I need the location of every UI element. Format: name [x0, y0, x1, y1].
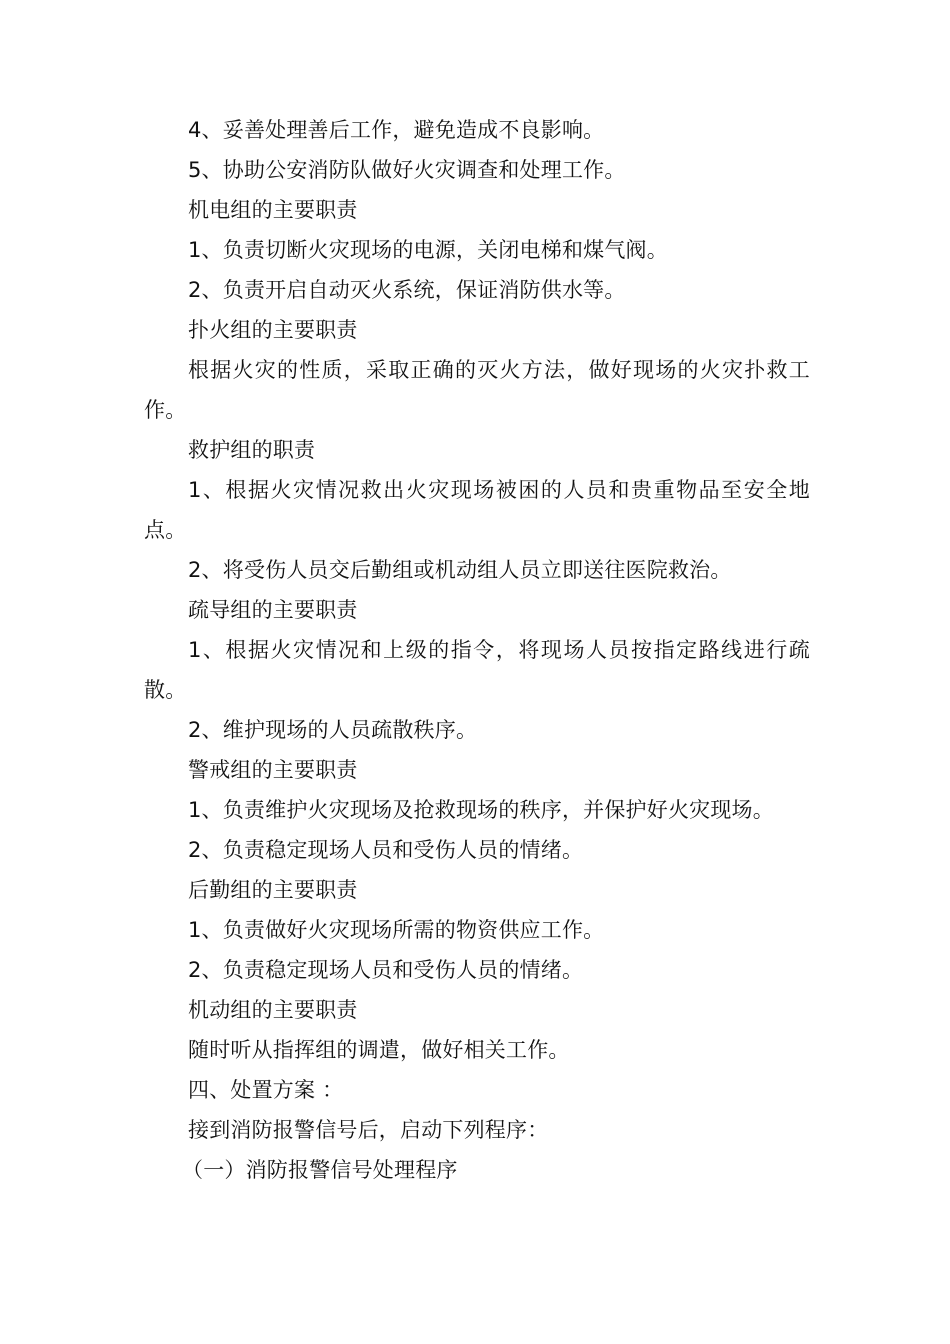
paragraph: 1、负责做好火灾现场所需的物资供应工作。 — [188, 918, 605, 942]
section-heading: 机电组的主要职责 — [188, 198, 358, 222]
document-body — [144, 110, 810, 1190]
paragraph: 2、将受伤人员交后勤组或机动组人员立即送往医院救治。 — [188, 558, 732, 582]
paragraph: 2、负责稳定现场人员和受伤人员的情绪。 — [188, 958, 584, 982]
section-heading: 疏导组的主要职责 — [188, 598, 358, 622]
section-heading: 后勤组的主要职责 — [188, 878, 358, 902]
section-heading: 四、处置方案 ： — [188, 1078, 344, 1102]
paragraph: 根据火灾的性质，采取正确的灭火方法，做好现场的火灾扑救工作。 — [144, 358, 810, 422]
section-heading: 扑火组的主要职责 — [188, 318, 358, 342]
paragraph: 5、协助公安消防队做好火灾调查和处理工作。 — [188, 158, 626, 182]
paragraph: 1、根据火灾情况和上级的指令，将现场人员按指定路线进行疏散。 — [144, 638, 810, 702]
paragraph: 4、妥善处理善后工作，避免造成不良影响。 — [188, 118, 605, 142]
paragraph: 2、维护现场的人员疏散秩序。 — [188, 718, 478, 742]
paragraph: 2、负责稳定现场人员和受伤人员的情绪。 — [188, 838, 584, 862]
paragraph: 2、负责开启自动灭火系统，保证消防供水等。 — [188, 278, 626, 302]
section-heading: 机动组的主要职责 — [188, 998, 358, 1022]
paragraph: 1、负责切断火灾现场的电源，关闭电梯和煤气阀。 — [188, 238, 668, 262]
section-heading: 警戒组的主要职责 — [188, 758, 358, 782]
paragraph: 1、负责维护火灾现场及抢救现场的秩序，并保护好火灾现场。 — [188, 798, 774, 822]
paragraph: 1、根据火灾情况救出火灾现场被困的人员和贵重物品至安全地点。 — [144, 478, 810, 542]
paragraph: 接到消防报警信号后，启动下列程序： — [188, 1118, 549, 1142]
subsection-heading: （一）消防报警信号处理程序 — [182, 1158, 458, 1182]
section-heading: 救护组的职责 — [188, 438, 316, 462]
paragraph: 随时听从指挥组的调遣，做好相关工作。 — [188, 1038, 570, 1062]
